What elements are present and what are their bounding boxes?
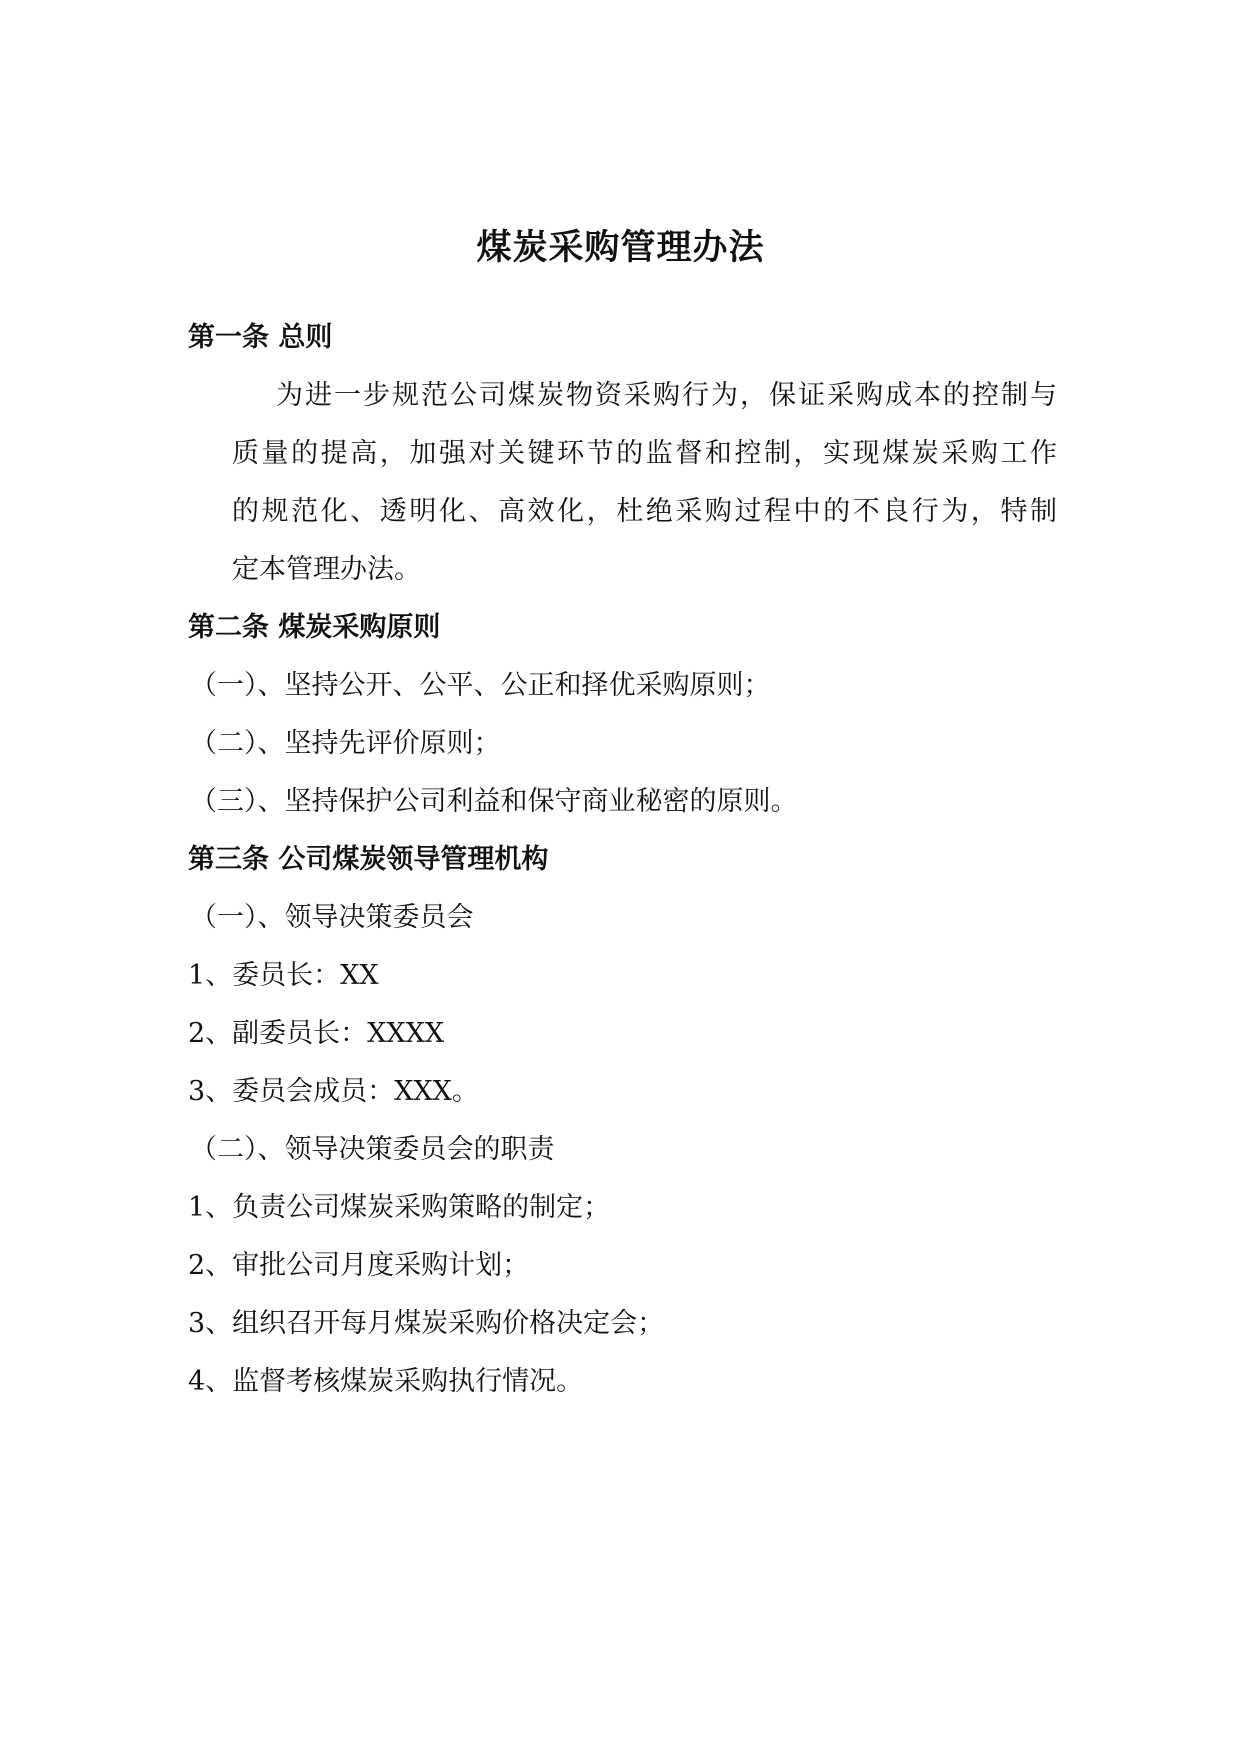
paragraph-line: 为进一步规范公司煤炭物资采购行为，保证采购成本的控制与: [276, 380, 1057, 411]
list-item: 3、委员会成员：XXX。: [188, 1076, 479, 1107]
section-heading-general: 第一条 总则: [188, 322, 333, 353]
list-item: 1、负责公司煤炭采购策略的制定；: [188, 1192, 611, 1223]
paragraph-line: 的规范化、透明化、高效化，杜绝采购过程中的不良行为，特制: [232, 496, 1057, 527]
list-item: 3、组织召开每月煤炭采购价格决定会；: [188, 1308, 665, 1339]
list-item: （三）、坚持保护公司利益和保守商业秘密的原则。: [190, 786, 798, 817]
paragraph-line: 定本管理办法。: [232, 554, 421, 585]
list-item: （二）、领导决策委员会的职责: [190, 1134, 555, 1165]
list-item: 1、委员长：XX: [188, 960, 379, 991]
paragraph-line: 质量的提高，加强对关键环节的监督和控制，实现煤炭采购工作: [232, 438, 1057, 469]
list-item: （一）、领导决策委员会: [190, 902, 474, 933]
section-heading-principles: 第二条 煤炭采购原则: [188, 612, 441, 643]
list-item: （二）、坚持先评价原则；: [190, 728, 501, 759]
list-item: 2、副委员长：XXXX: [188, 1018, 445, 1049]
list-item: 4、监督考核煤炭采购执行情况。: [188, 1366, 584, 1397]
list-item: （一）、坚持公开、公平、公正和择优采购原则；: [190, 670, 771, 701]
list-item: 2、审批公司月度采购计划；: [188, 1250, 530, 1281]
document-title: 煤炭采购管理办法: [476, 228, 765, 268]
section-heading-organization: 第三条 公司煤炭领导管理机构: [188, 844, 549, 875]
